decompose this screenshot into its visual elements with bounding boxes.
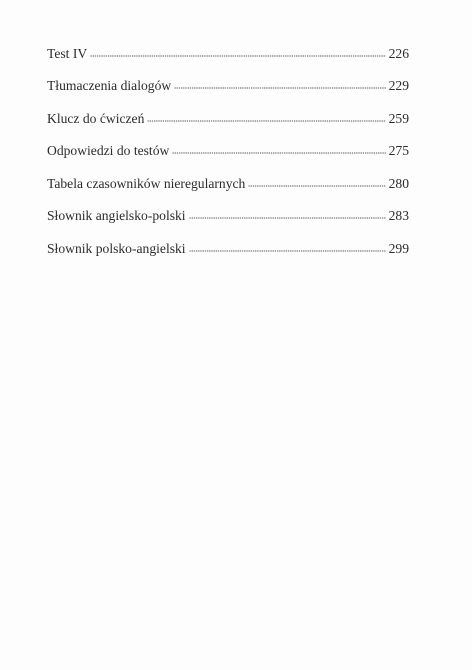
toc-dot-leader bbox=[90, 45, 385, 59]
toc-dot-leader bbox=[248, 175, 385, 189]
toc-entry-title: Tłumaczenia dialogów bbox=[47, 78, 172, 94]
toc-entry-exercise-key bbox=[47, 109, 409, 142]
toc-dot-leader bbox=[189, 208, 386, 222]
toc-entry-page: 280 bbox=[388, 175, 409, 191]
toc-entry-page: 283 bbox=[388, 208, 409, 224]
toc-entry-title: Odpowiedzi do testów bbox=[47, 143, 170, 159]
toc-entry-page: 226 bbox=[388, 45, 409, 61]
toc-entry-page: 259 bbox=[388, 110, 409, 126]
toc-dot-leader bbox=[189, 240, 386, 254]
toc-dot-leader bbox=[147, 110, 385, 124]
toc-entry-page: 275 bbox=[388, 143, 409, 159]
toc-entry-title: Test IV bbox=[47, 45, 88, 61]
toc-dot-leader bbox=[172, 143, 385, 157]
toc-entry-title: Klucz do ćwiczeń bbox=[47, 110, 145, 126]
toc-entry-test-iv bbox=[47, 44, 409, 77]
toc-entry-title: Tabela czasowników nieregularnych bbox=[47, 175, 246, 191]
toc-entry-page: 299 bbox=[388, 240, 409, 256]
toc-entry-english-polish-dictionary bbox=[47, 207, 409, 240]
toc-dot-leader bbox=[174, 78, 385, 92]
toc-entry-title: Słownik angielsko-polski bbox=[47, 208, 186, 224]
toc-entry-dialog-translations bbox=[47, 77, 409, 110]
toc-entry-page: 229 bbox=[388, 78, 409, 94]
toc-entry-title: Słownik polsko-angielski bbox=[47, 240, 186, 256]
table-of-contents bbox=[47, 44, 409, 272]
toc-entry-irregular-verbs bbox=[47, 174, 409, 207]
toc-entry-test-answers bbox=[47, 142, 409, 175]
toc-entry-polish-english-dictionary bbox=[47, 239, 409, 272]
